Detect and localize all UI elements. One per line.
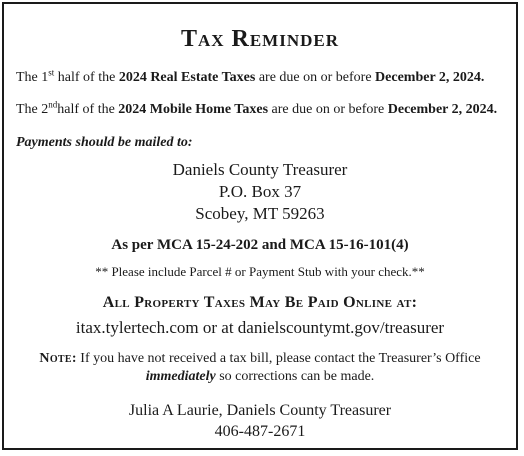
line2-tax-type: 2024 Mobile Home Taxes [118, 102, 269, 117]
address-city: Scobey, MT 59263 [195, 204, 325, 223]
treasurer-signature: Julia A Laurie, Daniels County Treasurer [128, 402, 392, 419]
line1-pre: The 1 [16, 70, 49, 85]
line2-ordinal: nd [48, 99, 58, 110]
note-line-2 [4, 369, 516, 385]
line1-tax-type: 2024 Real Estate Taxes [118, 70, 256, 85]
note-text-2: so corrections can be made. [215, 369, 375, 384]
mobile-home-due-line [16, 99, 498, 118]
mail-heading-text: Payments should be mailed to: [16, 135, 193, 150]
address-name: Daniels County Treasurer [172, 160, 348, 179]
note-emphasis: immediately [145, 369, 216, 384]
line2-mid: half of the [57, 102, 119, 117]
treasurer-phone: 406-487-2671 [214, 423, 306, 440]
note-text-1: If you have not received a tax bill, please contact the Treasurer’s Office [76, 351, 481, 366]
line2-pre: The 2 [16, 102, 49, 117]
line1-post: are due on or before [255, 70, 376, 85]
note-line-1 [4, 351, 516, 367]
parcel-note: ** Please include Parcel # or Payment Stub with your check.** [95, 264, 425, 279]
online-payment-urls: itax.tylertech.com or at danielscountymt.gov/treasurer [75, 318, 445, 337]
line1-mid: half of the [54, 70, 119, 85]
online-heading-text: All Property Taxes May Be Paid Online at: [102, 294, 418, 311]
line1-due-date: December 2, 2024. [375, 70, 485, 85]
line1-ordinal: st [48, 67, 55, 78]
line2-due-date: December 2, 2024. [387, 102, 498, 117]
mail-heading [16, 135, 193, 151]
real-estate-due-line [16, 67, 485, 86]
line2-post: are due on or before [268, 102, 388, 117]
tax-reminder-notice [2, 2, 518, 450]
notice-title: Tax Reminder [180, 26, 340, 52]
mca-reference: As per MCA 15-24-202 and MCA 15-16-101(4) [111, 237, 409, 253]
online-heading [4, 294, 516, 312]
address-box: P.O. Box 37 [218, 182, 302, 201]
note-label: Note: [39, 351, 77, 366]
